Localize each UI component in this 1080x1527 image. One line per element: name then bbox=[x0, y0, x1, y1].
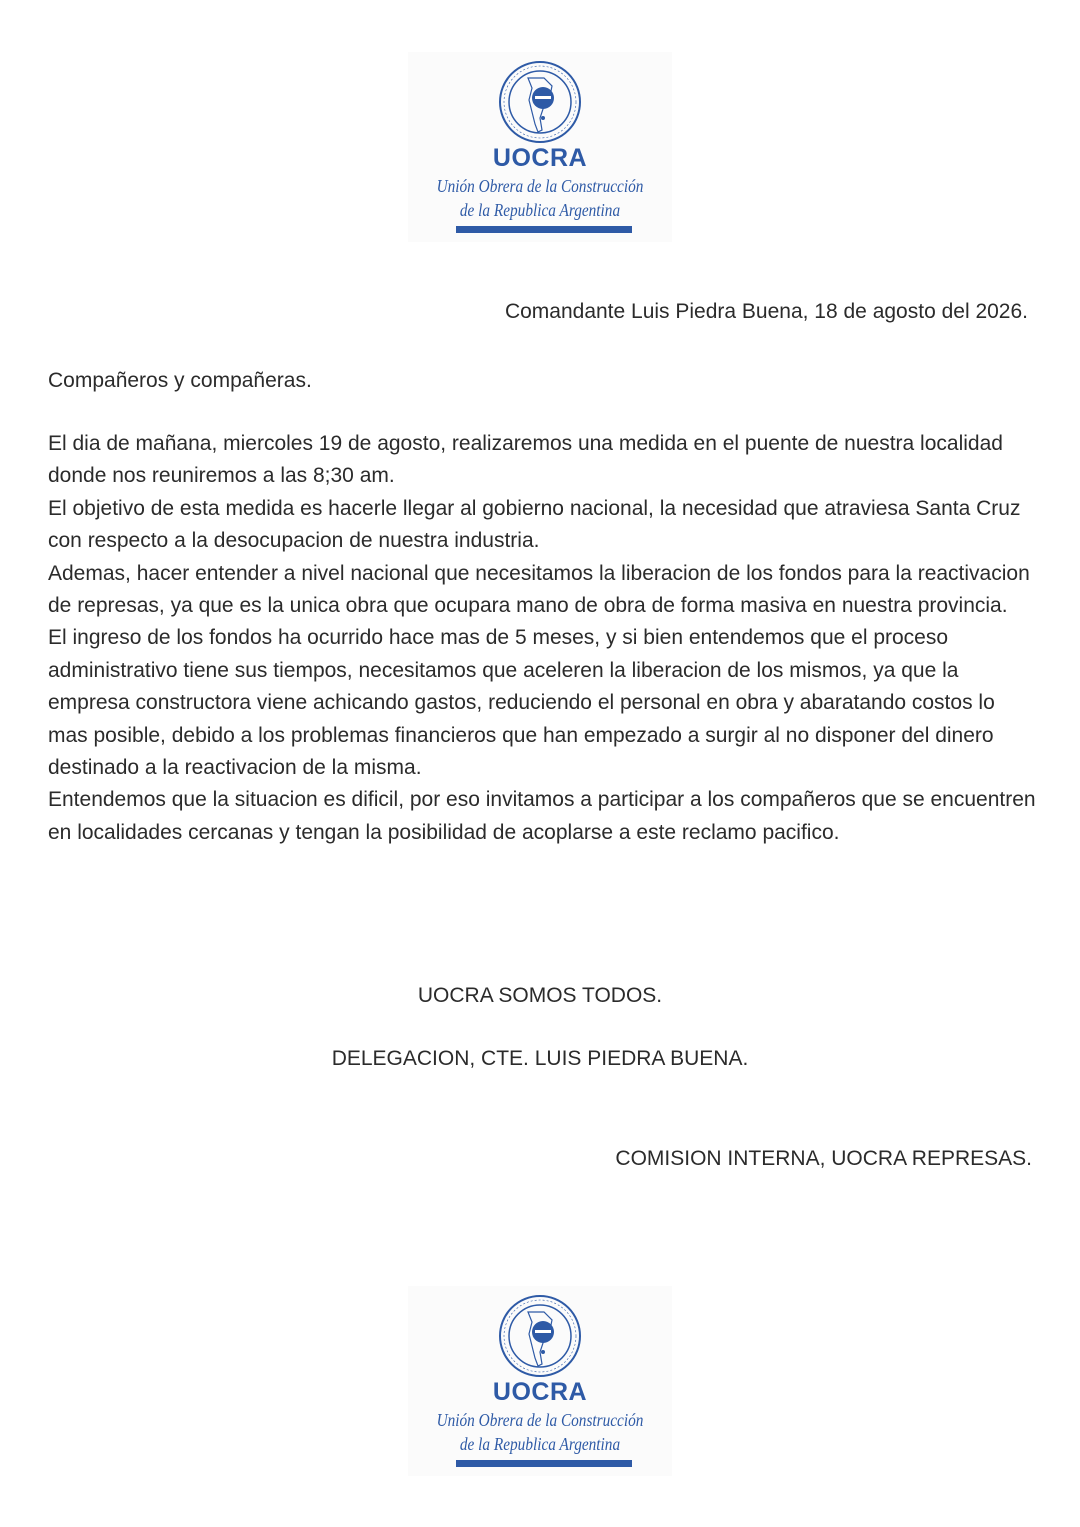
logo-name-line1: Unión Obrera de la Construcción bbox=[436, 1410, 644, 1430]
paragraph: Ademas, hacer entender a nivel nacional que necesitamos la liberacion de los fondos para la reactivacion de represas, ya que es la unica obra que ocupara mano de obra de forma masiva en nuestra provincia. bbox=[48, 561, 1030, 618]
uocra-seal-icon bbox=[498, 60, 582, 144]
logo-name-line1: Unión Obrera de la Construcción bbox=[436, 176, 644, 196]
uocra-logo-footer bbox=[408, 1286, 672, 1476]
logo-name-line2: de la Republica Argentina bbox=[459, 1434, 621, 1454]
slogan: UOCRA SOMOS TODOS. bbox=[417, 984, 663, 1007]
commission-signature: COMISION INTERNA, UOCRA REPRESAS. bbox=[615, 1147, 1032, 1170]
logo-acronym: UOCRA bbox=[492, 1378, 588, 1406]
paragraph: Entendemos que la situacion es dificil, por eso invitamos a participar a los compañeros que se encuentren en localidades cercanas y tengan la posibilidad de acoplarse a este reclamo pacifico. bbox=[48, 788, 1036, 844]
paragraph: El ingreso de los fondos ha ocurrido hace mas de 5 meses, y si bien entendemos que el proceso administrativo tiene sus tiempos, necesitamos que aceleren la liberacion de los mismos, ya que la empresa constructora viene achicando gastos, reduciendo el personal en obra y abaratando costos lo mas posible, debido a los problemas financieros que han empezado a surgir al no disponer del dinero destinado a la reactivacion de la misma. bbox=[48, 626, 995, 780]
uocra-logo-header bbox=[408, 52, 672, 242]
paragraph: El dia de mañana, miercoles 19 de agosto, realizaremos una medida en el puente de nuestra localidad donde nos reuniremos a las 8;30 am. bbox=[48, 432, 1003, 488]
letter-body bbox=[48, 428, 1038, 849]
uocra-seal-icon bbox=[498, 1294, 582, 1378]
greeting: Compañeros y compañeras. bbox=[48, 369, 312, 392]
logo-underline bbox=[456, 226, 632, 233]
date-line: Comandante Luis Piedra Buena, 18 de agosto del 2026. bbox=[504, 300, 1028, 323]
logo-underline bbox=[456, 1460, 632, 1467]
logo-name-line2: de la Republica Argentina bbox=[459, 200, 621, 220]
delegation-signature: DELEGACION, CTE. LUIS PIEDRA BUENA. bbox=[331, 1047, 749, 1070]
paragraph: El objetivo de esta medida es hacerle llegar al gobierno nacional, la necesidad que atraviesa Santa Cruz con respecto a la desocupacion de nuestra industria. bbox=[48, 496, 1021, 553]
logo-acronym: UOCRA bbox=[492, 144, 588, 172]
